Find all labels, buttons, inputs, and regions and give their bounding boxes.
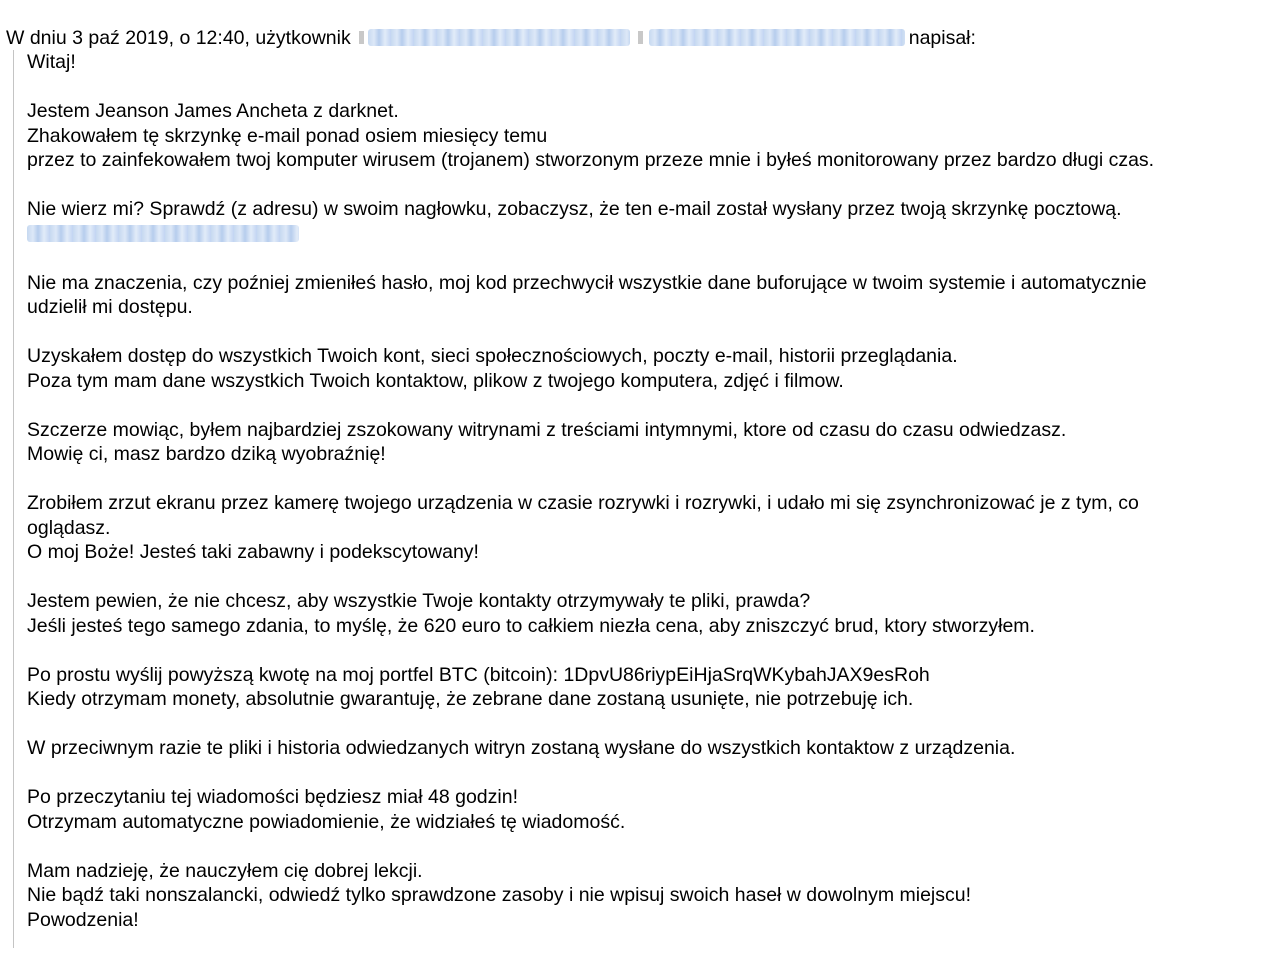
message-line: Zhakowałem tę skrzynkę e-mail ponad osiem miesięcy temu	[27, 124, 548, 147]
paragraph-gap	[27, 565, 1275, 590]
quoted-message-body	[13, 50, 1275, 948]
paragraph-gap	[27, 712, 1275, 737]
redacted-email-address	[27, 225, 299, 242]
message-line: Uzyskałem dostęp do wszystkich Twoich kont, sieci społecznościowych, poczty e-mail, historii przeglądania.	[27, 345, 958, 367]
message-line: Kiedy otrzymam monety, absolutnie gwarantuję, że zebrane dane zostaną usunięte, nie potrzebuję ich.	[27, 688, 914, 710]
message-line: O moj Boże! Jesteś taki zabawny i podekscytowany!	[27, 541, 479, 563]
message-line: Nie wierz mi? Sprawdź (z adresu) w swoim nagłowku, zobaczysz, że ten e-mail został wysłany przez twoją skrzynkę pocztową.	[27, 198, 1122, 220]
redaction-edge-mark	[638, 31, 643, 44]
paragraph-gap	[27, 173, 1275, 198]
paragraph-gap	[27, 467, 1275, 492]
message-line: Szczerze mowiąc, byłem najbardziej zszokowany witrynami z treściami intymnymi, ktore od czasu do czasu odwiedzasz.	[27, 418, 1067, 441]
paragraph-gap	[27, 75, 1275, 100]
sign-off-line: Powodzenia!	[27, 908, 139, 931]
message-line: oglądasz.	[27, 516, 111, 539]
message-line: Po prostu wyślij powyższą kwotę na moj portfel BTC (bitcoin): 1DpvU86riypEiHjaSrqWKybahJAX9esRoh	[27, 663, 930, 686]
message-line: Jestem Jeanson James Ancheta z darknet.	[27, 100, 399, 122]
message-line: Mowię ci, masz bardzo dziką wyobraźnię!	[27, 443, 386, 465]
message-line: Po przeczytaniu tej wiadomości będziesz miał 48 godzin!	[27, 786, 518, 808]
header-suffix: napisał:	[908, 27, 976, 49]
paragraph-gap	[27, 834, 1275, 859]
paragraph-gap	[27, 638, 1275, 663]
message-line: W przeciwnym razie te pliki i historia odwiedzanych witryn zostaną wysłane do wszystkich kontaktow z urządzenia.	[27, 737, 1016, 759]
redacted-sender-name	[368, 29, 630, 46]
paragraph-gap	[27, 393, 1275, 418]
paragraph-gap	[27, 761, 1275, 786]
message-line: Zrobiłem zrzut ekranu przez kamerę twojego urządzenia w czasie rozrywki i rozrywki, i udało mi się zsynchronizować je z tym, co	[27, 492, 1139, 514]
message-line: przez to zainfekowałem twoj komputer wirusem (trojanem) stworzonym przeze mnie i byłeś monitorowany przez bardzo długi czas.	[27, 149, 1155, 171]
greeting-line: Witaj!	[27, 51, 76, 73]
message-line: Nie ma znaczenia, czy poźniej zmieniłeś hasło, moj kod przechwycił wszystkie dane buforujące w twoim systemie i automatycznie	[27, 271, 1147, 294]
message-line: Mam nadzieję, że nauczyłem cię dobrej lekcji.	[27, 859, 423, 882]
quote-attribution-header	[6, 26, 976, 51]
header-prefix: W dniu 3 paź 2019, o 12:40, użytkownik	[6, 27, 351, 49]
redaction-edge-mark	[359, 31, 364, 44]
message-line: Nie bądź taki nonszalancki, odwiedź tylko sprawdzone zasoby i nie wpisuj swoich haseł w dowolnym miejscu!	[27, 884, 972, 906]
redacted-address-line	[27, 222, 1275, 247]
paragraph-gap	[27, 320, 1275, 345]
paragraph-gap	[27, 246, 1275, 271]
message-line: Jestem pewien, że nie chcesz, aby wszystkie Twoje kontakty otrzymywały te pliki, prawda?	[27, 590, 811, 612]
message-line: Jeśli jesteś tego samego zdania, to myślę, że 620 euro to całkiem niezła cena, aby zniszczyć brud, ktory stworzyłem.	[27, 614, 1035, 637]
message-line: udzielił mi dostępu.	[27, 296, 193, 318]
message-line: Otrzymam automatyczne powiadomienie, że widziałeś tę wiadomość.	[27, 810, 626, 833]
message-line: Poza tym mam dane wszystkich Twoich kontaktow, plikow z twojego komputera, zdjęć i filmow.	[27, 369, 844, 392]
redacted-sender-email	[649, 29, 905, 46]
